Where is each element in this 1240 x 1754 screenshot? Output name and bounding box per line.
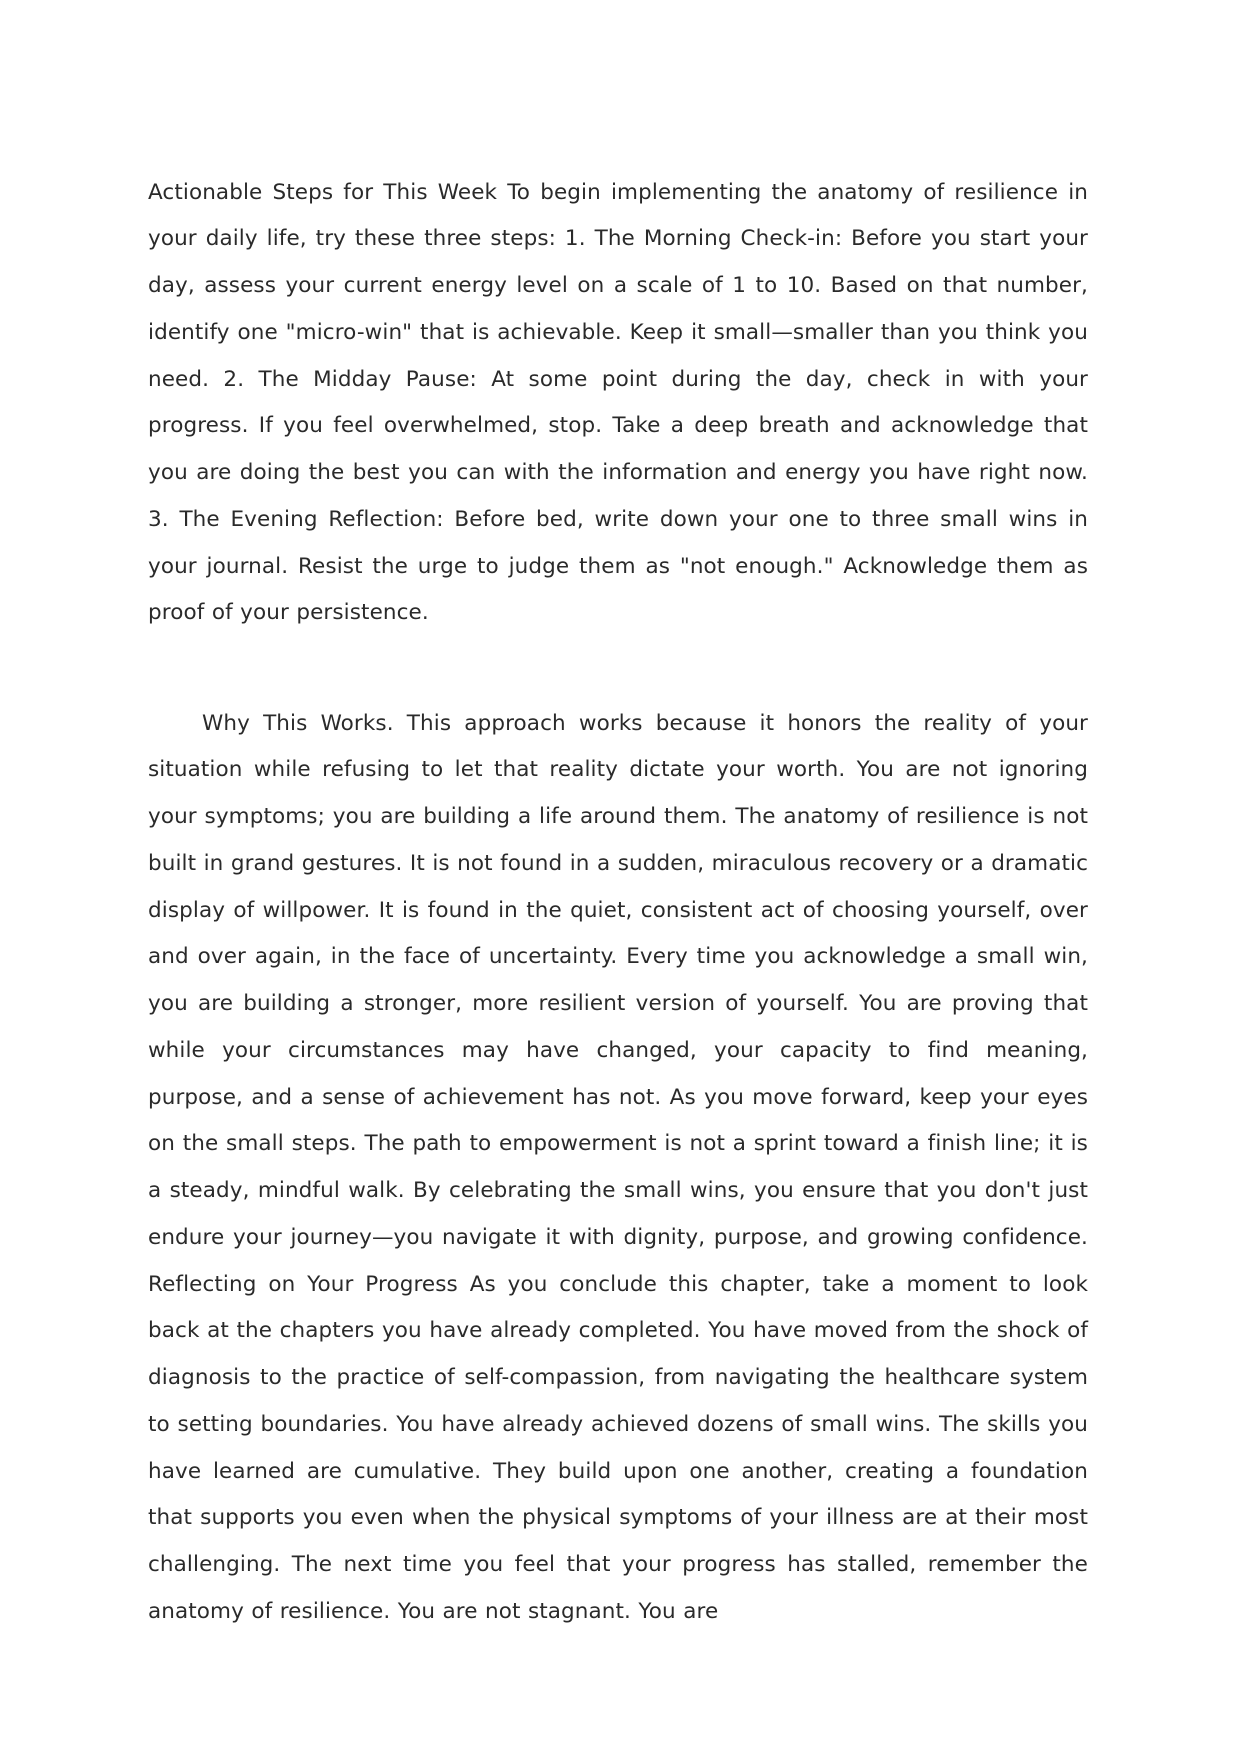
paragraph-actionable-steps: Actionable Steps for This Week To begin implementing the anatomy of resilience in your daily life, try these three steps: 1. The Morning Check-in: Before you start your day, assess your current energy level on a scale of 1 to 10. Based on that number, identify one "micro-win" that is achievable. Keep it small—smaller than you think you need. 2. The Midday Pause: At some point during the day, check in with your progress. If you feel overwhelmed, stop. Take a deep breath and acknowledge that you are doing the best you can with the information and energy you have right now. 3. The Evening Reflection: Before bed, write down your one to three small wins in your journal. Resist the urge to judge them as "not enough." Acknowledge them as proof of your persistence. xyxy=(148,179,1088,626)
paragraph-why-this-works: Why This Works. This approach works because it honors the reality of your situation while refusing to let that reality dictate your worth. You are not ignoring your symptoms; you are building a life around them. The anatomy of resilience is not built in grand gestures. It is not found in a sudden, miraculous recovery or a dramatic display of willpower. It is found in the quiet, consistent act of choosing yourself, over and over again, in the face of uncertainty. Every time you acknowledge a small win, you are building a stronger, more resilient version of yourself. You are proving that while your circumstances may have changed, your capacity to find meaning, purpose, and a sense of achievement has not. As you move forward, keep your eyes on the small steps. The path to empowerment is not a sprint toward a finish line; it is a steady, mindful walk. By celebrating the small wins, you ensure that you don't just endure your journey—you navigate it with dignity, purpose, and growing confidence. Reflecting on Your Progress As you conclude this chapter, take a moment to look back at the chapters you have already completed. You have moved from the shock of diagnosis to the practice of self-compassion, from navigating the healthcare system to setting boundaries. You have already achieved dozens of small wins. The skills you have learned are cumulative. They build upon one another, creating a foundation that supports you even when the physical symptoms of your illness are at their most challenging. The next time you feel that your progress has stalled, remember the anatomy of resilience. You are not stagnant. You are xyxy=(148,710,1088,1624)
